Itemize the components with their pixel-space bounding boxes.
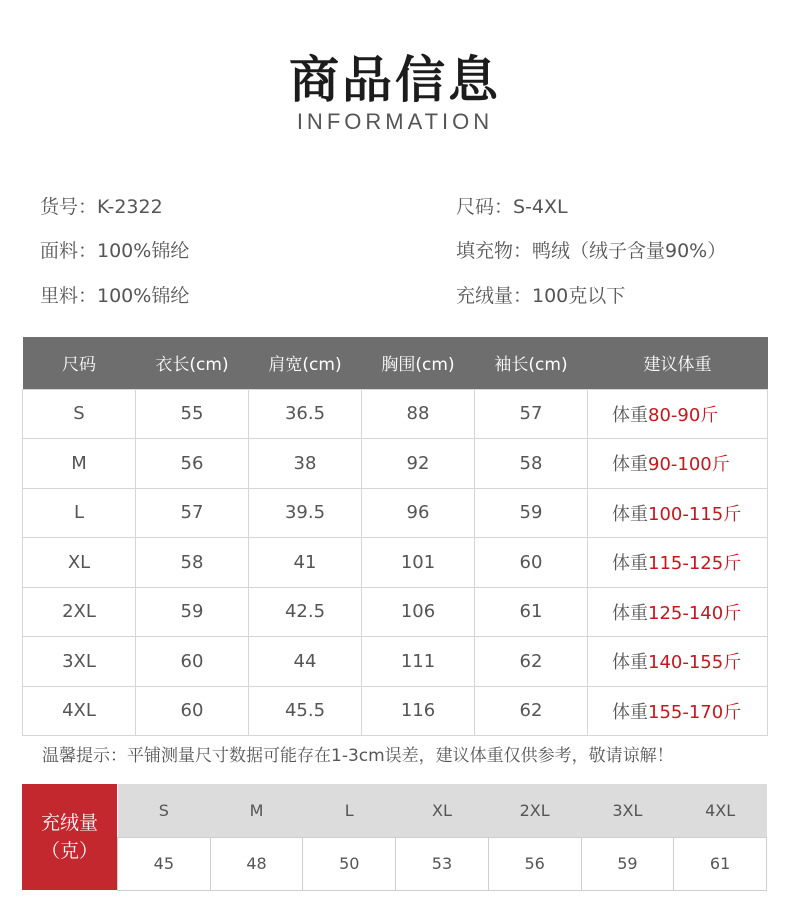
weight-prefix: 体重 — [612, 701, 648, 723]
weight-value: 80-90斤 — [648, 404, 719, 426]
down-fill-label — [22, 784, 117, 890]
cell-size: XL — [23, 538, 136, 588]
cell-length: 57 — [136, 488, 249, 538]
cell-weight — [588, 538, 768, 588]
weight-prefix: 体重 — [612, 652, 648, 674]
cell-length: 58 — [136, 538, 249, 588]
weight-value: 140-155斤 — [648, 652, 742, 674]
cell-chest: 96 — [362, 488, 475, 538]
down-size: S — [118, 784, 211, 837]
cell-length: 60 — [136, 637, 249, 687]
cell-chest: 111 — [362, 637, 475, 687]
header-weight: 建议体重 — [588, 337, 768, 389]
down-size: 2XL — [488, 784, 581, 837]
cell-weight — [588, 439, 768, 489]
down-size: 3XL — [581, 784, 674, 837]
weight-prefix: 体重 — [612, 553, 648, 575]
info-fabric: 面料：100%锦纶 — [40, 240, 190, 262]
page-title: 商品信息 — [289, 51, 501, 109]
table-row — [23, 637, 768, 687]
table-row — [23, 686, 768, 736]
cell-chest: 116 — [362, 686, 475, 736]
weight-prefix: 体重 — [612, 404, 648, 426]
info-size-range: 尺码：S-4XL — [456, 196, 568, 218]
down-value: 56 — [488, 837, 581, 890]
cell-shoulder: 45.5 — [249, 686, 362, 736]
down-size: L — [303, 784, 396, 837]
down-fill-value-row — [118, 837, 767, 890]
weight-value: 100-115斤 — [648, 503, 742, 525]
down-value: 59 — [581, 837, 674, 890]
down-size: XL — [396, 784, 489, 837]
cell-weight — [588, 389, 768, 439]
cell-length: 60 — [136, 686, 249, 736]
down-fill-header-row — [118, 784, 767, 837]
header-shoulder: 肩宽(cm) — [249, 337, 362, 389]
cell-size: M — [23, 439, 136, 489]
header-length: 衣长(cm) — [136, 337, 249, 389]
cell-chest: 101 — [362, 538, 475, 588]
cell-size: S — [23, 389, 136, 439]
down-value: 53 — [396, 837, 489, 890]
weight-prefix: 体重 — [612, 503, 648, 525]
cell-sleeve: 61 — [475, 587, 588, 637]
header-sleeve: 袖长(cm) — [475, 337, 588, 389]
header-chest: 胸围(cm) — [362, 337, 475, 389]
cell-weight — [588, 686, 768, 736]
cell-sleeve: 59 — [475, 488, 588, 538]
cell-size: 2XL — [23, 587, 136, 637]
info-lining: 里料：100%锦纶 — [40, 285, 190, 307]
table-row — [23, 389, 768, 439]
cell-length: 55 — [136, 389, 249, 439]
cell-sleeve: 58 — [475, 439, 588, 489]
table-row — [23, 439, 768, 489]
info-item-no: 货号：K-2322 — [40, 196, 163, 218]
cell-sleeve: 62 — [475, 686, 588, 736]
cell-sleeve: 57 — [475, 389, 588, 439]
weight-value: 155-170斤 — [648, 701, 742, 723]
cell-weight — [588, 587, 768, 637]
cell-shoulder: 38 — [249, 439, 362, 489]
down-size: 4XL — [674, 784, 767, 837]
cell-sleeve: 60 — [475, 538, 588, 588]
info-fill-amount: 充绒量：100克以下 — [456, 285, 626, 307]
cell-size: 3XL — [23, 637, 136, 687]
table-row — [23, 488, 768, 538]
page-subtitle: INFORMATION — [296, 109, 494, 134]
weight-value: 115-125斤 — [648, 553, 742, 575]
table-row — [23, 538, 768, 588]
cell-sleeve: 62 — [475, 637, 588, 687]
weight-prefix: 体重 — [612, 602, 648, 624]
size-table — [22, 337, 768, 736]
info-filling: 填充物：鸭绒（绒子含量90%） — [456, 240, 727, 262]
cell-weight — [588, 637, 768, 687]
cell-shoulder: 39.5 — [249, 488, 362, 538]
cell-weight — [588, 488, 768, 538]
cell-chest: 92 — [362, 439, 475, 489]
down-size: M — [210, 784, 303, 837]
cell-length: 56 — [136, 439, 249, 489]
cell-length: 59 — [136, 587, 249, 637]
weight-value: 125-140斤 — [648, 602, 742, 624]
down-value: 45 — [118, 837, 211, 890]
cell-shoulder: 36.5 — [249, 389, 362, 439]
measurement-note: 温馨提示：平铺测量尺寸数据可能存在1-3cm误差，建议体重仅供参考，敬请谅解！ — [42, 746, 674, 766]
table-row — [23, 587, 768, 637]
size-table-header-row — [23, 337, 768, 389]
header-size: 尺码 — [23, 337, 136, 389]
down-fill-table — [117, 784, 767, 891]
cell-chest: 88 — [362, 389, 475, 439]
down-fill-label-unit: （克） — [40, 840, 98, 862]
cell-size: 4XL — [23, 686, 136, 736]
cell-shoulder: 41 — [249, 538, 362, 588]
down-fill-label-title: 充绒量 — [40, 812, 98, 834]
cell-shoulder: 42.5 — [249, 587, 362, 637]
down-value: 50 — [303, 837, 396, 890]
cell-chest: 106 — [362, 587, 475, 637]
cell-shoulder: 44 — [249, 637, 362, 687]
down-value: 48 — [210, 837, 303, 890]
cell-size: L — [23, 488, 136, 538]
weight-value: 90-100斤 — [648, 454, 730, 476]
down-value: 61 — [674, 837, 767, 890]
weight-prefix: 体重 — [612, 454, 648, 476]
